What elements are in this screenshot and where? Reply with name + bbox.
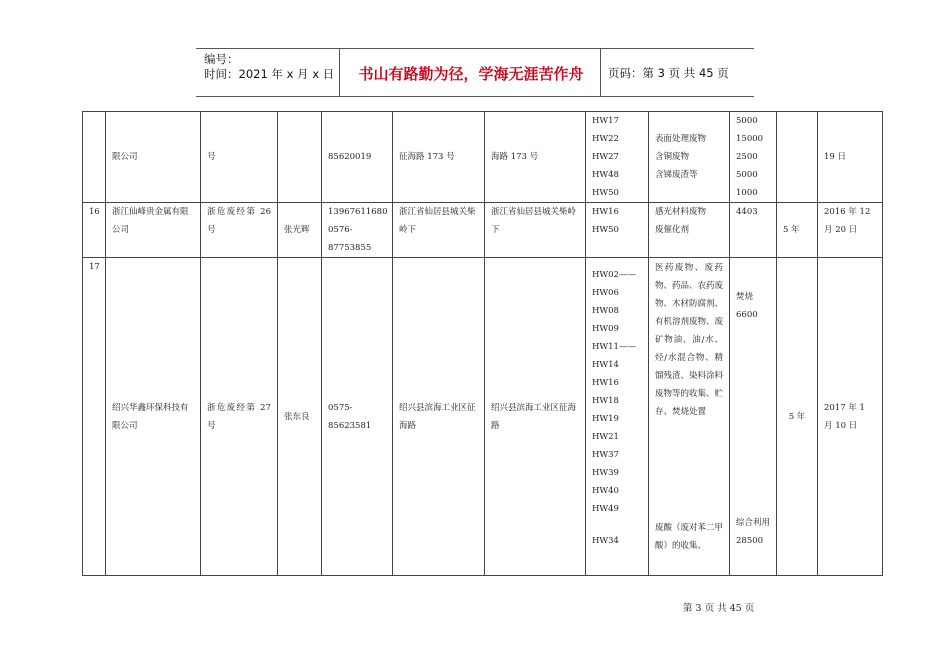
cell-reg-address: 浙江省仙居县城关柴岭下 (393, 203, 485, 258)
code-item: HW39 (592, 468, 619, 478)
capacity-item: 1000 (736, 188, 758, 198)
cell-op-address: 海路 173 号 (485, 112, 586, 203)
cell-company: 绍兴华鑫环保科技有限公司 (106, 258, 201, 576)
cell-no: 17 (83, 258, 106, 576)
page-footer: 第 3 页 共 45 页 (683, 603, 755, 614)
cell-contact (278, 112, 322, 203)
code-item: HW17 (592, 116, 619, 126)
cell-scope (649, 203, 730, 258)
scope-item: 感光材料废物 (655, 207, 707, 217)
scope-item: 表面处理废物 (655, 134, 707, 144)
table-row (83, 203, 883, 258)
cell-term (777, 112, 818, 203)
code-item: HW50 (592, 188, 619, 198)
cell-company: 浙江仙峰贵金属有限公司 (106, 203, 201, 258)
cell-term: 5 年 (777, 203, 818, 258)
cell-date: 2017 年 1 月 10 日 (818, 258, 883, 576)
code-item: HW48 (592, 170, 619, 180)
capacity-item: 28500 (736, 536, 764, 546)
table-row (83, 112, 883, 203)
cell-capacity (730, 258, 777, 576)
cell-op-address: 浙江省仙居县城关柴岭下 (485, 203, 586, 258)
header-page-label: 页码：第 3 页 共 45 页 (608, 66, 729, 80)
cell-reg-address: 征海路 173 号 (393, 112, 485, 203)
code-item: HW09 (592, 324, 619, 334)
header-top-rule (196, 48, 754, 49)
cell-no (83, 112, 106, 203)
cell-license: 号 (201, 112, 278, 203)
code-item: HW37 (592, 450, 619, 460)
cell-capacity: 4403 (730, 203, 777, 258)
code-item: HW27 (592, 152, 619, 162)
cell-date: 19 日 (818, 112, 883, 203)
scope-text: 医药废物、废药物、药品、农药废物、木材防腐剂、有机溶剂废物、废矿物油、油/水、烃/水混合物、精馏残渣、染料涂料废物等的收集、贮存、焚烧处置 (655, 263, 724, 417)
phone-item: 0576-87753855 (328, 225, 372, 253)
cell-codes (586, 203, 649, 258)
scope-item: 含铜废物 (655, 152, 690, 162)
license-table (82, 111, 883, 576)
header-meta (204, 52, 334, 82)
code-item: HW50 (592, 225, 619, 235)
scope-text-extra: 废酸（废对苯二甲酸）的收集、 (655, 523, 724, 551)
cell-company: 限公司 (106, 112, 201, 203)
code-item: HW14 (592, 360, 619, 370)
code-item: HW16 (592, 378, 619, 388)
cell-date: 2016 年 12 月 20 日 (818, 203, 883, 258)
cell-contact: 张光辉 (278, 203, 322, 258)
cell-capacity (730, 112, 777, 203)
code-item: HW40 (592, 486, 619, 496)
cell-license: 浙危废经第 27 号 (201, 258, 278, 576)
capacity-item: 2500 (736, 152, 758, 162)
cell-license: 浙危废经第 26 号 (201, 203, 278, 258)
code-item: HW21 (592, 432, 619, 442)
cell-scope (649, 258, 730, 576)
cell-codes (586, 258, 649, 576)
header-divider-right (600, 48, 601, 97)
cell-reg-address: 绍兴县滨海工业区征海路 (393, 258, 485, 576)
scope-item: 含锑废渣等 (655, 170, 698, 180)
code-item: HW11—— (592, 342, 636, 352)
code-item: HW16 (592, 207, 619, 217)
header-time-label: 时间：2021 年 x 月 x 日 (204, 67, 335, 81)
cell-phone: 0575-85623581 (322, 258, 393, 576)
capacity-item: 15000 (736, 134, 764, 144)
code-item: HW49 (592, 504, 619, 514)
header-motto: 书山有路勤为径，学海无涯苦作舟 (358, 65, 584, 83)
capacity-item: 综合利用 (736, 518, 771, 528)
code-item: HW19 (592, 414, 619, 424)
code-item: HW02—— (592, 270, 636, 280)
table-row (83, 258, 883, 576)
page-header (196, 48, 754, 98)
cell-scope (649, 112, 730, 203)
code-item-extra: HW34 (592, 536, 619, 546)
phone-item: 13967611680 (328, 207, 388, 217)
capacity-incineration: 焚烧 6600 (736, 292, 758, 320)
cell-no: 16 (83, 203, 106, 258)
code-item: HW18 (592, 396, 619, 406)
capacity-utilization (736, 514, 770, 550)
cell-op-address: 绍兴县滨海工业区征海路 (485, 258, 586, 576)
scope-item: 废催化剂 (655, 225, 690, 235)
cell-phone (322, 203, 393, 258)
cell-phone: 85620019 (322, 112, 393, 203)
capacity-item: 5000 (736, 170, 758, 180)
header-divider-left (339, 48, 340, 97)
cell-codes (586, 112, 649, 203)
cell-contact: 张东良 (278, 258, 322, 576)
cell-term: 5 年 (777, 258, 818, 576)
capacity-item: 5000 (736, 116, 758, 126)
code-item: HW06 (592, 288, 619, 298)
code-item: HW22 (592, 134, 619, 144)
header-number-label: 编号： (204, 52, 239, 66)
header-bottom-rule (196, 96, 754, 97)
code-item: HW08 (592, 306, 619, 316)
code-list (592, 266, 642, 518)
